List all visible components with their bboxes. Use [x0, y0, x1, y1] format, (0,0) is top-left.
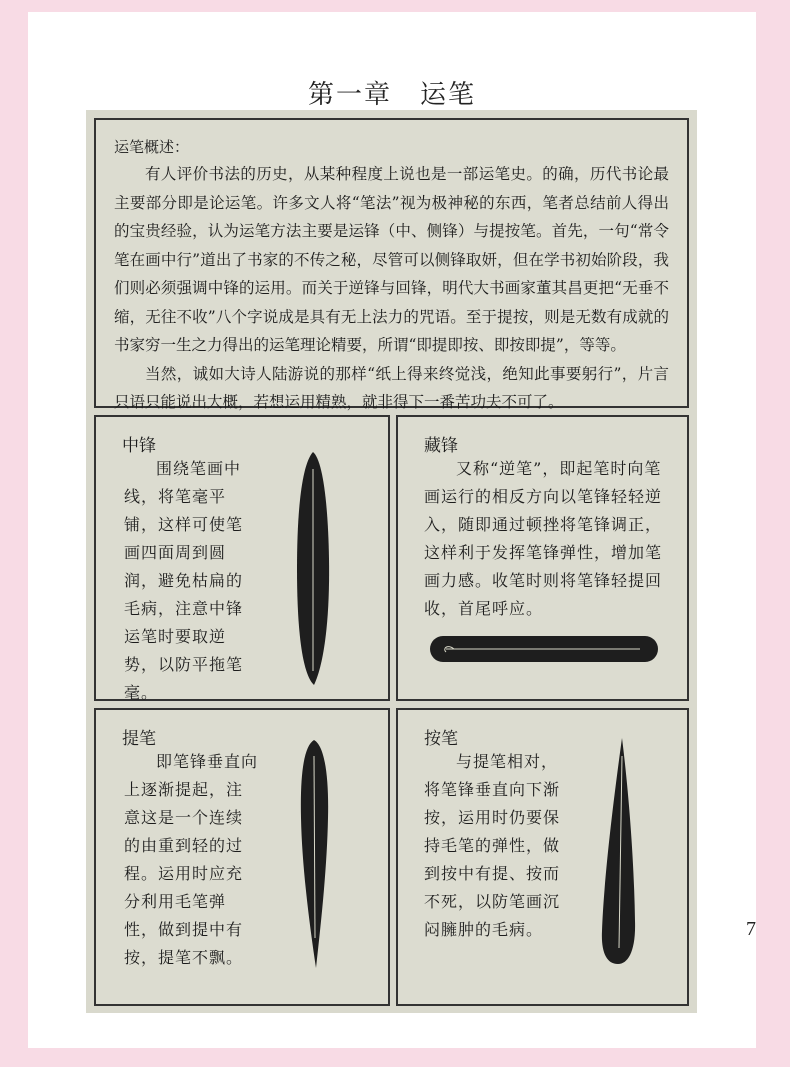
horizontal-stroke-icon: [428, 632, 660, 666]
section-text: [424, 748, 560, 944]
section-text: [124, 455, 258, 707]
section-text: [124, 748, 258, 972]
page-number: 7: [746, 918, 756, 940]
section-paragraph: 围绕笔画中线，将笔毫平铺，这样可使笔画四面周到圆润，避免枯扁的毛病，注意中锋运笔时要取逆势，以防平拖笔毫。: [124, 459, 244, 702]
intro-paragraph: 当然，诚如大诗人陆游说的那样“纸上得来终觉浅，绝知此事要躬行”，片言只语只能说出大概，若想运用精熟，就非得下一番苦功夫不可了。: [114, 364, 669, 411]
section-center-tip: [94, 415, 390, 701]
section-text: [424, 455, 666, 623]
section-press-brush: [396, 708, 689, 1006]
section-hidden-tip: [396, 415, 689, 701]
section-lift-brush: [94, 708, 390, 1006]
intro-box: [94, 118, 689, 411]
intro-paragraph: 有人评价书法的历史，从某种程度上说也是一部运笔史。的确，历代书论最主要部分即是论运笔。许多文人将“笔法”视为极神秘的东西，笔者总结前人得出的宝贵经验，认为运笔方法主要是运锋（中、侧锋）与提按笔。首先，一句“常令笔在画中行”道出了书家的不传之秘，尽管可以侧锋取妍，但在学书初始阶段，我们则必须强调中锋的运用。而关于逆锋与回锋，明代大书画家董其昌更把“无垂不缩，无往不收”八个字说成是具有无上法力的咒语。至于提按，则是无数有成就的书家穷一生之力得出的运笔理论精要，所谓“即提即按、即按即提”，等等。: [114, 165, 669, 354]
section-label: 藏锋: [424, 436, 458, 456]
tapering-down-stroke-icon: [596, 736, 640, 968]
illustration-sheet: [86, 110, 697, 1013]
chapter-title: 第一章 运笔: [307, 80, 476, 110]
section-paragraph: 又称“逆笔”，即起笔时向笔画运行的相反方向以笔锋轻轻逆入，随即通过顿挫将笔锋调正，这样利于发挥笔锋弹性，增加笔画力感。收笔时则将笔锋轻提回收，首尾呼应。: [424, 459, 663, 618]
tapering-up-stroke-icon: [294, 738, 334, 970]
section-label: 提笔: [122, 729, 156, 749]
vertical-stroke-icon: [288, 449, 338, 689]
intro-heading: 运笔概述：: [114, 138, 190, 156]
section-label: 按笔: [424, 729, 458, 749]
section-paragraph: 与提笔相对，将笔锋垂直向下渐按，运用时仍要保持毛笔的弹性，做到按中有提、按而不死，以防笔画沉闷臃肿的毛病。: [424, 752, 561, 939]
section-paragraph: 即笔锋垂直向上逐渐提起，注意这是一个连续的由重到轻的过程。运用时应充分利用毛笔弹性，做到提中有按，提笔不飘。: [124, 752, 259, 967]
section-label: 中锋: [122, 436, 156, 456]
